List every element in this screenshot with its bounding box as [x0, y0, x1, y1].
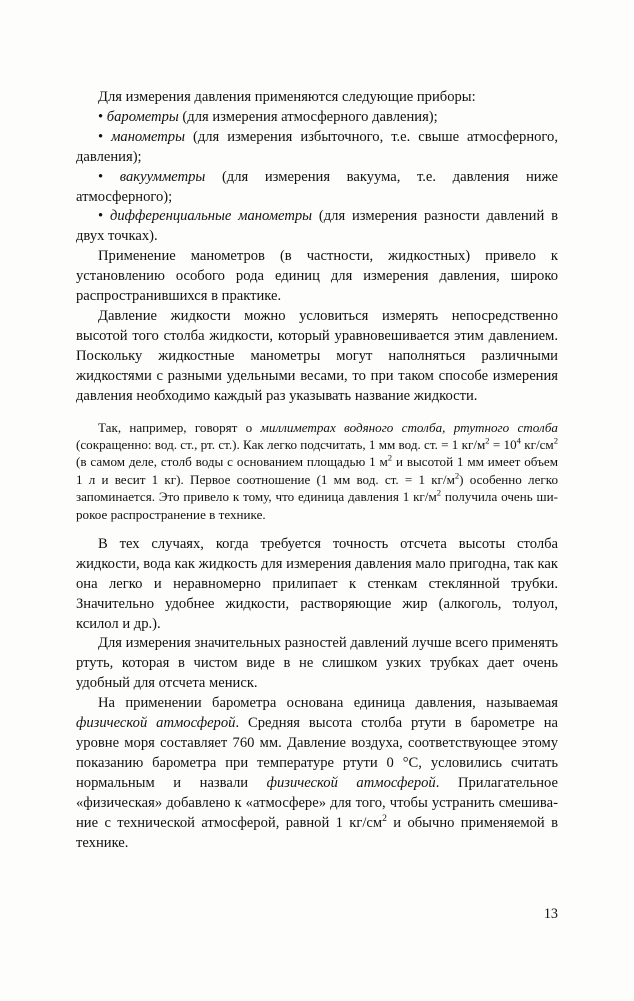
list-item-text: (для измерения атмосферного давления);	[178, 108, 438, 125]
list-item-term: манометры	[111, 128, 185, 145]
term-physical-atmosphere-2: физической атмосферой	[266, 774, 436, 791]
bullet-marker: •	[98, 208, 110, 225]
list-item	[76, 207, 558, 247]
superscript-1: 2	[485, 435, 490, 446]
superscript-5: 2	[454, 470, 460, 481]
smallprint-rest-5: и высотой 1 мм имеет объем 1 л и весит 1 кг). Первое соотношение (1 мм вод. ст. = 1 кг/м	[76, 454, 558, 487]
list-item	[76, 128, 558, 168]
spacer	[76, 523, 558, 535]
bullet-marker: •	[98, 108, 107, 125]
smallprint-term: миллиметрах водяного столба, ртутного столба	[260, 419, 558, 435]
para-seg-4: и обычно применяемой в технике.	[76, 814, 558, 851]
superscript-unit: 2	[382, 812, 387, 824]
paragraph-manometers: Применение манометров (в частности, жидкостных) привело к установлению особого рода единиц для измерения давления, широко распространившихся в практике.	[76, 248, 558, 305]
smallprint-block	[76, 419, 558, 523]
smallprint-rest-1: (сокращенно: вод. ст., рт. ст.). Как легко подсчитать, 1 мм вод. ст. = 1 кг/м	[76, 436, 486, 452]
superscript-6: 2	[436, 487, 442, 498]
list-item-text: (для измерения избыточного, т.е. свыше атмосферного, давления);	[76, 128, 558, 165]
superscript-2: 4	[516, 435, 521, 446]
paragraph-mercury: Для измерения значительных разностей давлений лучше всего применять ртуть, которая в чистом виде в не слишком узких трубках дает очень удобный для отсчета мениск.	[76, 635, 558, 692]
list-item-term: барометры	[106, 108, 179, 125]
list-item-text: (для измерения вакуума, т.е. давления ниже атмосферного);	[76, 168, 558, 205]
bullet-marker: •	[98, 128, 112, 145]
list-item-term: дифференциальные манометры	[109, 208, 313, 225]
superscript-3: 2	[553, 435, 559, 446]
bullet-marker: •	[98, 168, 120, 185]
smallprint-paragraph	[76, 419, 558, 523]
smallprint-rest-6: ) особенно легко запоминается. Это привело к тому, что единица давления 1 кг/м	[76, 471, 558, 505]
paragraph-intro: Для измерения давления применяются следующие приборы:	[98, 89, 476, 105]
list-item-text: (для измерения разности давлений в двух точках).	[76, 208, 558, 245]
para-seg-3: . Прилагательное «физическая» добавлено к «атмосфере» для того, чтобы устранить смешивание с технической атмосферой, равной 1 кг/см	[76, 774, 558, 831]
paragraph-liquid-pressure: Давление жидкости можно условиться измерять непосредственно высотой того столба жидкости, который уравновешивается этим давлением. Поскольку жидкостные манометры могут наполняться различными жидкостями с разными удельными весами, то при таком способе измерения давления необходимо каждый раз указывать название жидкости.	[76, 307, 558, 404]
list-item-term: вакуумметры	[119, 168, 206, 185]
paragraph-physical-atmosphere	[76, 694, 558, 853]
text-column	[76, 88, 558, 853]
superscript-4: 2	[387, 452, 393, 463]
smallprint-rest-3: кг/см	[520, 436, 554, 452]
list-item	[76, 168, 558, 208]
term-physical-atmosphere-1: физической атмосферой	[76, 715, 236, 732]
smallprint-rest-4: (в самом деле, столб воды с основанием площадью 1 м	[76, 454, 388, 470]
list-item	[76, 108, 558, 128]
paragraph-accuracy: В тех случаях, когда требуется точность отсчета высоты столба жидкости, вода как жидкость для измерения давления мало пригодна, так как она легко и неравномерно прилипает к стенкам стеклянной трубки. Значительно удобнее жидкости, растворяющие жир (алкоголь, толуол, ксилол и др.).	[76, 535, 558, 632]
spacer	[76, 407, 558, 419]
para-seg-1: На применении барометра основана единица давления, называемая	[98, 695, 558, 712]
smallprint-rest-2: = 10	[489, 436, 517, 452]
smallprint-lead: Так, например, говорят о	[98, 419, 261, 435]
smallprint-rest-7: получила очень широкое распространение в технике.	[76, 489, 558, 522]
para-seg-2: . Средняя высота столба ртути в барометре на уровне моря составляет 760 мм. Давление воздуха, соответствующее этому показанию барометра при температуре ртути 0 °C, условились считать нормальным и назвали	[76, 715, 558, 791]
page-number: 13	[543, 906, 558, 922]
